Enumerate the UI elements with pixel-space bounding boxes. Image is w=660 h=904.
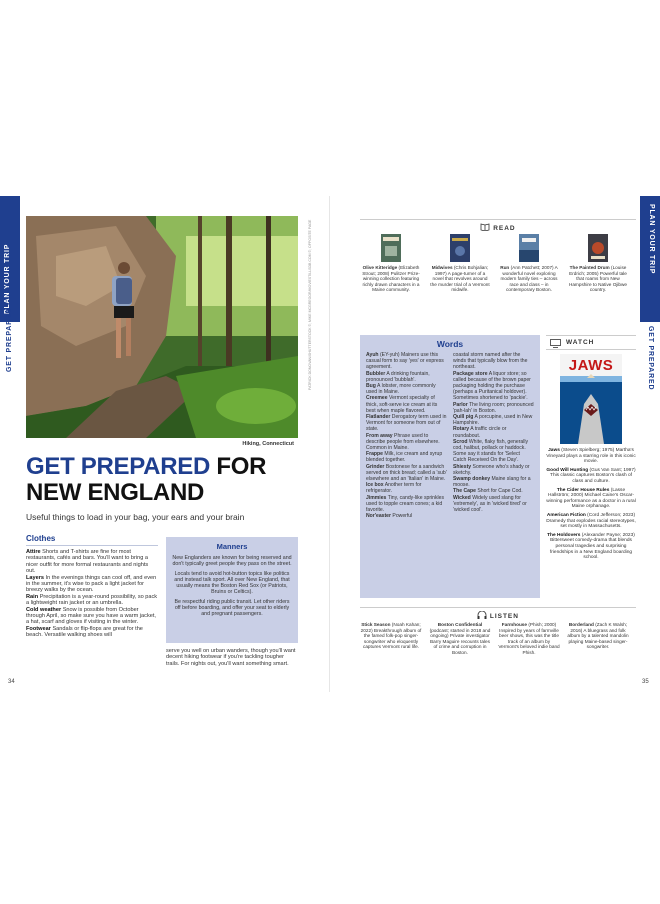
album-title: Boston Confidential bbox=[437, 622, 483, 627]
read-heading: READ bbox=[493, 224, 516, 232]
read-heading-bar bbox=[360, 219, 636, 233]
words-heading: Words bbox=[436, 339, 464, 349]
word-entry: Wicked Widely used slang for 'extremely', as in 'wicked tired' or 'wicked cool'. bbox=[453, 494, 527, 514]
hiking-photo bbox=[26, 216, 298, 438]
page-subtitle: Useful things to load in your bag, your ears and your brain bbox=[26, 512, 245, 522]
album-item: Borderland (Zach K Walsh; 2016) A bluegrass and folk album by a talented mandolin playing Maine-based singer-songwriter. bbox=[567, 622, 629, 650]
word-entry: Scrod White, flaky fish, generally cod, halibut, pollack or haddock. Some say it stands for 'Select Catch Received On the Day'. bbox=[453, 438, 529, 464]
title-region: NEW ENGLAND bbox=[26, 479, 205, 506]
book-item: Run (Ann Patchett; 2007) A wonderful novel exploring modern family ties – across race and class – in contemporary Boston. bbox=[498, 234, 560, 293]
clothes-item: Rain Precipitation is a year-round possibility, so pack a lightweight rain jacket or an umbrella. bbox=[26, 593, 158, 607]
book-cover bbox=[588, 234, 608, 262]
monitor-icon bbox=[550, 339, 561, 350]
word-entry: Ice box Another term for refrigerator. bbox=[366, 482, 422, 495]
word-entry: Ayuh (EY-yuh) Mainers use this casual form to say 'yes' or express agreement. bbox=[366, 352, 444, 371]
word-entry: From away Phrase used to describe people from elsewhere. Common in Maine. bbox=[366, 432, 440, 452]
manners-paragraph: Locals tend to avoid hot-button topics like politics and instead talk sport. All over New England, that usually means the Boston Red Sox (or Patriots, Bruins or Celtics). bbox=[174, 570, 290, 596]
headphones-icon bbox=[477, 611, 487, 621]
watch-heading-bar bbox=[546, 335, 636, 350]
watch-item: The Cider House Rules (Lasse Hallström; 2000) Michael Caine's Oscar-winning performance as a doctor in a rural Maine orphanage. bbox=[546, 487, 636, 510]
clothes-section bbox=[26, 534, 158, 639]
word-entry: Parlor The living room; pronounced 'pah-lah' in Boston. bbox=[453, 401, 534, 414]
left-section-tab bbox=[0, 196, 20, 322]
book-title: Midwives bbox=[431, 265, 453, 270]
right-tab-section-label: PLAN YOUR TRIP bbox=[648, 204, 655, 275]
album-title: Stick Season bbox=[361, 622, 391, 627]
word-entry: Quill pig A porcupine, used in New Hampshire. bbox=[453, 414, 533, 427]
words-column bbox=[366, 352, 447, 519]
photo-credit: PATRICK DONOVAN/SHUTTERSTOCK ©; MIKE MCGREGOR/MOVIESTILLSDB.COM ©; OPPOSITE PAGE bbox=[308, 219, 312, 390]
manners-paragraph: Be respectful riding public transit. Let other riders off before boarding, and offer your seat to elderly and pregnant passengers. bbox=[174, 598, 290, 618]
watch-item: The Holdovers (Alexander Payne; 2023) Bittersweet comedy-drama that blends personal tragedies and surprising friendships in a New England boarding school. bbox=[547, 532, 635, 561]
word-entry: Rotary A traffic circle or roundabout. bbox=[453, 426, 507, 439]
manners-paragraph: New Englanders are known for being reserved and don't typically greet people they pass on the street. bbox=[172, 555, 292, 568]
jaws-poster bbox=[560, 354, 622, 444]
album-title: Farmhouse bbox=[501, 622, 528, 627]
left-tab-section-label: PLAN YOUR TRIP bbox=[4, 243, 11, 314]
title-highlight: GET PREPARED bbox=[26, 453, 210, 480]
watch-heading: WATCH bbox=[566, 339, 595, 346]
album-item: Boston Confidential (podcast; started in 2018 and ongoing) Private investigator Barry Maguire recounts tales of crime and corruption in Boston. bbox=[429, 622, 491, 655]
word-entry: Creemee Vermont specialty of thick, soft-serve ice cream at its best when maple flavored. bbox=[366, 395, 438, 414]
word-entry: Grinder Bostonese for a sandwich served on thick bread; called a 'sub' elsewhere and an 'Italian' in Maine. bbox=[366, 463, 447, 483]
page-number-left: 34 bbox=[8, 679, 15, 685]
manners-box bbox=[166, 537, 298, 643]
gutter bbox=[329, 196, 330, 692]
manners-heading: Manners bbox=[216, 542, 248, 551]
album-title: Borderland bbox=[568, 622, 594, 627]
book-icon bbox=[480, 223, 490, 233]
watch-item: Jaws (Steven Spielberg; 1975) Martha's Vineyard plays a starring role in this iconic movie. bbox=[546, 448, 636, 465]
right-running-head: GET PREPARED bbox=[647, 326, 654, 391]
watch-item: American Fiction (Cord Jefferson; 2023) Dramedy that explodes racial stereotypes, set mostly in Massachusetts. bbox=[546, 512, 636, 530]
listen-heading: LISTEN bbox=[489, 612, 519, 620]
album-item: Stick Season (Noah Kahan; 2022) Breakthrough album of the famed folk-pop singer-songwriter who eloquently captures Vermont rural life. bbox=[360, 622, 422, 650]
book-cover bbox=[381, 234, 401, 262]
book-title: The Painted Drum bbox=[569, 265, 610, 270]
clothes-body bbox=[26, 549, 158, 639]
watch-item: Good Will Hunting (Gus Van Sant; 1997) This classic captures Boston's clash of class and culture. bbox=[546, 467, 636, 484]
photo-caption: Hiking, Connecticut bbox=[242, 441, 294, 447]
clothes-item: Cold weather Snow is possible from October through April, so make sure you have a warm jacket, a hat, scarf and gloves if visiting in the winter. bbox=[26, 606, 156, 626]
book-cover bbox=[450, 234, 470, 262]
title-for: FOR bbox=[216, 453, 267, 480]
word-entry: Package store A liquor store; so called because of the brown paper packaging holding the purchase (perhaps a Puritanical holdover). Sometimes shortened to 'packie'. bbox=[453, 370, 531, 402]
word-entry: Bubbler A drinking fountain, pronounced 'bubblah'. bbox=[366, 370, 430, 383]
left-running-head: GET PREPARED bbox=[6, 307, 13, 372]
listen-heading-bar bbox=[360, 607, 636, 621]
page-title bbox=[26, 454, 266, 506]
right-section-tab bbox=[640, 196, 660, 322]
book-item: The Painted Drum (Louise Erdrich; 2005) Powerful tale that roams from New Hampshire to Native Ojibwe country. bbox=[567, 234, 629, 293]
word-entry: Bug A lobster, more commonly used in Maine. bbox=[366, 383, 436, 396]
clothes-item: Attire Shorts and T-shirts are fine for most restaurants, cafés and bars. You'll want to bring a nicer outfit for more formal restaurants and nights out. bbox=[26, 549, 149, 575]
word-entry: Frappe Milk, ice cream and syrup blended together. bbox=[366, 451, 443, 464]
word-entry: Flatlander Derogatory term used in Vermont for someone from out of state. bbox=[366, 414, 447, 433]
word-entry: coastal storm named after the winds that typically blow from the northeast. bbox=[453, 352, 528, 371]
poster-title: JAWS bbox=[568, 357, 614, 374]
word-entry: Nor'easter Powerful bbox=[366, 513, 413, 520]
album-item: Farmhouse (Phish; 2000) Inspired by years of farmville beer shows, this was the title track of an album by Vermont's beloved indie band Phish. bbox=[498, 622, 560, 655]
page-number-right: 35 bbox=[642, 679, 649, 685]
clothes-item: Layers In the evenings things can cool off, and even in the summer, it's wise to pack a light jacket for breezy walks by the ocean. bbox=[26, 574, 157, 594]
clothes-continued: serve you well on urban wanders, though you'll want decent hiking footwear if you're tackling tougher trails. For nights out, you'll want something smart. bbox=[166, 648, 296, 667]
word-entry: Swamp donkey Maine slang for a moose. bbox=[453, 476, 531, 489]
word-entry: The Cape Short for Cape Cod. bbox=[453, 488, 523, 495]
clothes-heading: Clothes bbox=[26, 534, 158, 546]
words-box bbox=[360, 335, 540, 598]
book-cover bbox=[519, 234, 539, 262]
words-column bbox=[453, 352, 534, 519]
word-entry: Jimmies Tiny, candy-like sprinkles used to topple cream cones; a kid favorite. bbox=[366, 494, 445, 514]
book-item: Olive Kitteridge (Elizabeth Strout; 2008) Pulitzer Prize-winning collection featuring richly drawn characters in a Maine community. bbox=[360, 234, 422, 293]
clothes-item: Footwear Sandals or flip-flops are great for the beach. Versatile walking shoes will bbox=[26, 625, 143, 639]
book-title: Run bbox=[500, 265, 510, 270]
watch-section bbox=[546, 335, 636, 564]
book-title: Olive Kitteridge bbox=[362, 265, 398, 270]
book-item: Midwives (Chris Bohjalian; 1997) A page-turner of a novel that revolves around the murder trial of a Vermont midwife. bbox=[429, 234, 491, 293]
word-entry: Shiesty Someone who's shady or sketchy. bbox=[453, 463, 530, 476]
